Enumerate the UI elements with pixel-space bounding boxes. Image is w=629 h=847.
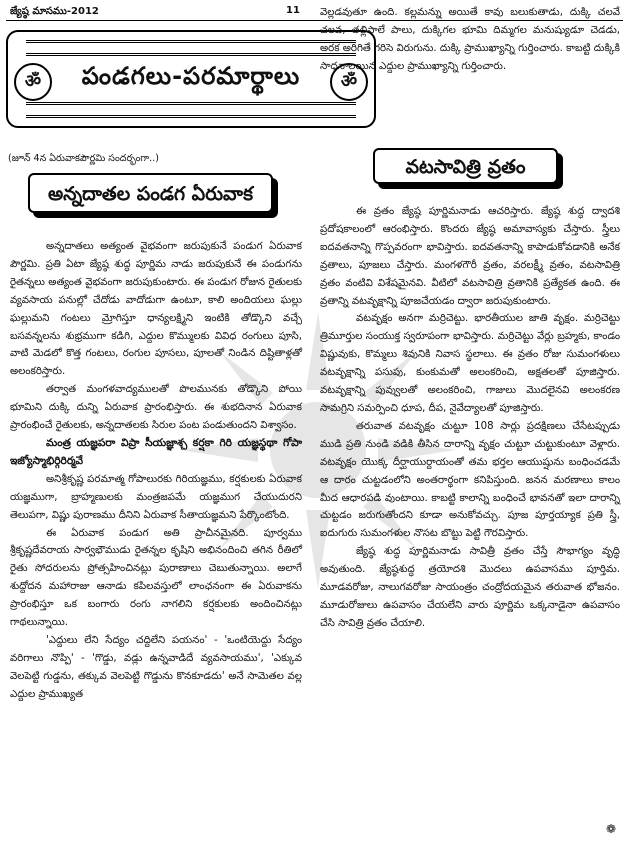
paragraph: తరువాత వటవృక్షం చుట్టూ 108 సార్లు ప్రదక్షిణలు చేసేటప్పుడు ముడి ప్రతి నుండి వడికి తీసిన దారాన్ని వృక్షం చుట్టూ చుట్టుకుంటూ వెళ్లారు. వటవృక్షం యొక్క దీర్ఘాయుర్దాయంతో తమ భర్తల ఆయుష్షును బంధించడమే ఆ దారం చుట్టడంలోని అంతరార్థంగా కనిపిస్తుంది. జనన మరణాలు కాలం మీద ఆధారపడి వుంటాయి. కాబట్టి కాలాన్ని బంధించే భావనతో ఇలా దారాన్ని చుట్టడం జరుగుతోందని కూడా అనుకోవచ్చు. పూజ పూర్తయ్యాక ప్రతి స్త్రీ, ఐదుగురు సుమంగళుల నొసట బొట్టు పెట్టి గౌరవిస్తారు. <box>320 420 620 540</box>
paragraph: ఈ వ్రతం జ్యేష్ఠ పూర్ణిమనాడు ఆచరిస్తారు. జ్యేష్ఠ శుద్ధ ద్వాదశి ప్రదోషకాలంలో ఆరంభిస్తారు. కొందరు జ్యేష్ఠ అమావాస్యకు చేస్తారు. స్త్రీలు ఐదవతనాన్ని గొప్పవరంగా భావిస్తారు. ఐదవతనాన్ని కాపాడుకోవడానికి అనేక వ్రతాలు, పూజలు చేస్తారు. మంగళగౌరీ వ్రతం, వరలక్ష్మీ వ్రతం, వటసావిత్రి వ్రతం వంటివి విశేషమైనవి. వీటిలో వటసావిత్రి వ్రతానికి ప్రత్యేకత ఉంది. ఈ వ్రతాన్ని వటవృక్షాన్ని పూజచేయడం ద్వారా జరుపుకుంటారు. <box>320 206 620 307</box>
paragraph: వెల్లడవుతూ ఉంది. కల్లమన్ను అయితే కావు బలుకుతాడు, దుక్కి చలవే చలవ, తల్లిపాలే పాలు, దుక్కిగల భూమి దిమ్మగల మనుష్యుడూ చెడడు, అరక అరిగితే గరిసె విరుగును. దుక్కి ప్రాముఖ్యాన్ని గుర్తించారు. కాబట్టి దుక్కికి సాధనాలయిన ఎద్దుల ప్రాముఖ్యాన్ని గుర్తించారు. <box>320 7 620 72</box>
paragraph: అన్నదాతలు అత్యంత వైభవంగా జరుపుకునే పండుగ ఏరువాక పౌర్ణమి. ప్రతి ఏటా జ్యేష్ఠ శుద్ధ పూర్ణిమ నాడు జరుపుకునే ఈ పండుగను రైతన్నలు అత్యంత వైభవంగా జరుపుకుంటారు. ఈ పండుగ రోజున రైతులకు వ్యవసాయ పనుల్లో చేదోడు వాదోడుగా ఉంటూ, కాలి అందియలు ఘల్లు ఘల్లుమని గంటలు మ్రోగిస్తూ ధాన్యలక్ష్మిని ఇంటికి తోడ్కొని వచ్చే బసవన్నలను శుభ్రముగా కడిగి, ఎద్దుల కొమ్ములకు వివిధ రంగులు పూసి, వాటి మెడలో కొత్త గంటలు, రంగుల పూసలు, పూలతో నిండిన దిష్టితాళ్లతో అలంకరిస్తారు. <box>10 241 302 378</box>
om-icon: ॐ <box>330 63 368 101</box>
page-number: 11 <box>286 5 300 16</box>
right-column <box>320 203 620 633</box>
paragraph: తర్వాత మంగళవాద్యములతో పొలమునకు తోడ్కొని పోయి భూమిని దుక్కి దున్ని ఏరువాక ప్రారంభిస్తారు. ఈ శుభదినాన ఏరువాక ప్రారంభించే రైతులకు, అన్నదాతలకు సిరుల పంట పండుతుందని విశ్వాసం. <box>10 384 302 432</box>
paragraph: జ్యేష్ఠ శుద్ధ పూర్ణిమనాడు సావిత్రీ వ్రతం చేస్తే సౌభాగ్యం వృద్ధి అవుతుంది. జ్యేష్ఠశుద్ధ త్రయోదశి మొదలు ఉపవాసము పూర్తిమ. మూడవరోజు, నాలుగవరోజు సాయంత్రం చంద్రోదయమైన తరువాత భోజనం. మూడురోజులు ఉపవాసం చేయలేని వారు పూర్ణిమ ఒక్కనాడైనా ఉపవాసం చేసి సావిత్రి వ్రతం చేయాలి. <box>320 546 620 629</box>
border-frieze-bottom <box>26 102 356 118</box>
left-column <box>10 238 302 704</box>
paragraph: వటవృక్షం అనగా మర్రిచెట్టు. భారతీయుల జాతి వృక్షం. మర్రిచెట్టు త్రిమూర్తుల సంయుక్త స్వరూపంగా భావిస్తారు. మర్రిచెట్టు వేర్లు బ్రహ్మకు, కాండం విష్ణువుకు, కొమ్మలు శివునికి నివాస స్థలాలు. ఈ వ్రతం రోజు సుమంగళులు వటవృక్షాన్ని పసుపు, కుంకుమతో అలంకరించి, అక్షతలతో పూజిస్తారు. వటవృక్షాన్ని పువ్వులతో అలంకరించి, గాజులు మొదలైనవి అలంకరణ సామగ్రిని సమర్పించి ధూప, దీప, నైవేద్యాలతో పూజిస్తారు. <box>320 313 620 414</box>
banner-title: పండగలు-పరమార్థాలు <box>81 62 301 90</box>
border-frieze-top <box>26 40 356 56</box>
article-title-eruvaka: అన్నదాతల పండగ ఏరువాక <box>28 173 273 213</box>
end-ornament-icon: ❁ <box>606 822 617 836</box>
paragraph: ఈ ఏరువాక పండుగ అతి ప్రాచీనమైనది. పూర్వము శ్రీకృష్ణదేవరాయ సార్వభౌముడు రైతన్నల కృషిని అభినందించి తగిన రీతిలో రైతు సోదరులను ప్రోత్సహించినట్లు పురాణాలు చెబుతున్నాయి. అలాగే శుద్దోదన మహారాజు ఆనాడు కపిలవస్తులో లాంఛనంగా ఈ ఏరువాకను ప్రారంభిస్తూ ఒక బంగారు రంగు నాగలిని కర్షకులకు అందించినట్లు గాథలున్నాయి. <box>10 527 302 629</box>
right-column-top <box>320 4 620 76</box>
om-icon: ॐ <box>14 63 52 101</box>
paragraph: అనిశ్రీకృష్ణ పరమాత్మ గోపాలురకు గిరియజ్ఞము, కర్షకులకు ఏరువాక యజ్ఞముగా, బ్రాహ్మణులకు మంత్రజపమే యజ్ఞముగ చేయుదురని తెలుపగా, విష్ణు పురాణము దీనిని ఏరువాక సీతాయజ్ఞమని పేర్కొంటోంది. <box>10 473 302 521</box>
magazine-title: జ్యేష్ఠ మాసము-2012 <box>10 6 99 17</box>
article-title-vatasavitri: వటసావిత్రి వ్రతం <box>373 148 558 184</box>
sanskrit-verse: మంత్ర యజ్ఞపరా విప్రా సీయజ్ఞాశ్చ కర్షకా గిరి యజ్ఞస్థథా గోపా ఇజ్యోస్మాభిర్గిరిర్మవే <box>10 436 302 467</box>
occasion-caption: (జూన్ 4న ఏరువాకపౌర్ణమి సందర్భంగా..) <box>8 153 159 164</box>
paragraph: 'ఎద్దులు లేని సేద్యం చద్దిలేని పయనం' - 'ఒంటియెద్దు సేద్యం వరిగాలు నొప్పి' - 'గొడ్డు, వడ్లు ఉన్నవాడిదే వ్యవసాయము', 'ఎక్కువ వెలపెట్టి గుడ్డను, తక్కువ వెలపెట్టి గొడ్డును కొనకూడదు' అనే సామెతల వల్ల ఎద్దుల ప్రాముఖ్యత <box>10 634 302 700</box>
